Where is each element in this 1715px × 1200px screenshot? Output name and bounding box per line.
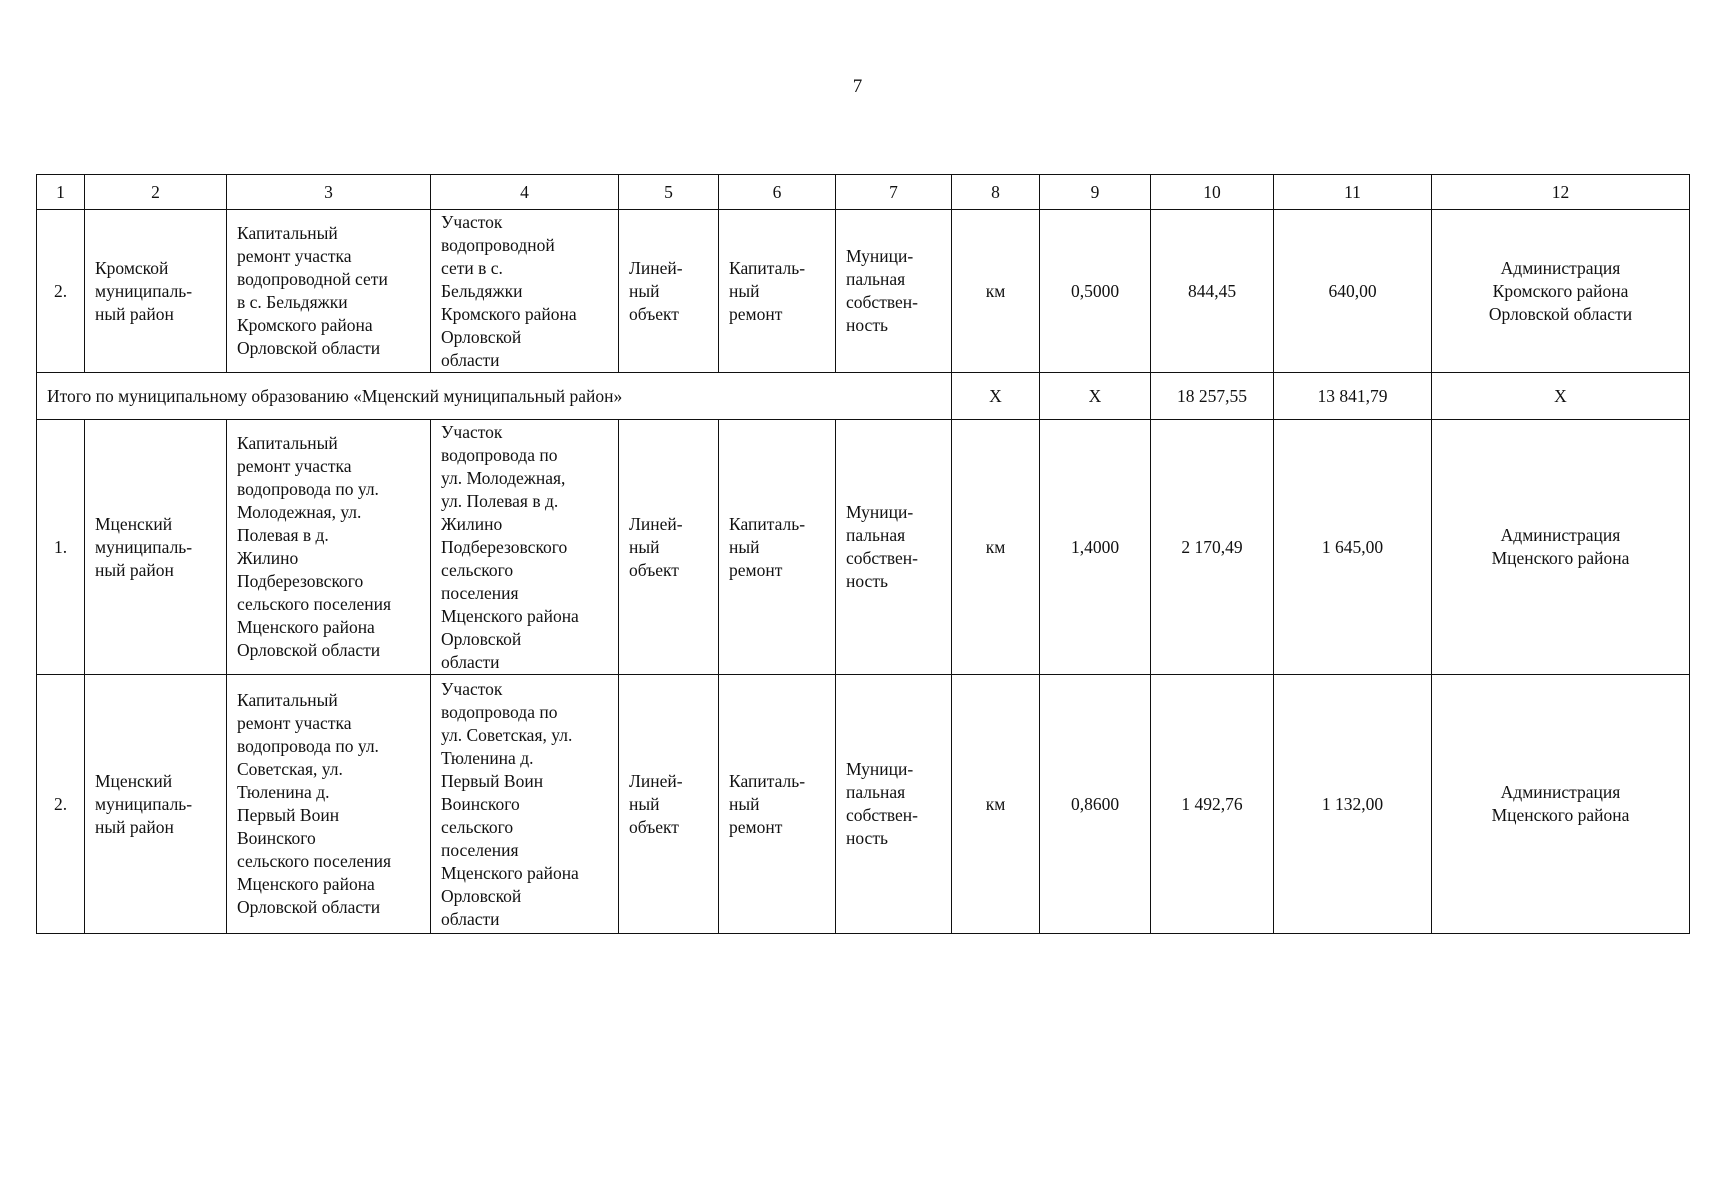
work-description-cell: Капитальный ремонт участка водопроводной сети в с. Бельдяжки Кромского района Орловской области (227, 210, 431, 373)
column-number: 10 (1151, 175, 1274, 210)
unit-cell: км (952, 675, 1040, 934)
work-description-cell: Капитальный ремонт участка водопровода по ул. Молодежная, ул. Полевая в д. Жилино Подберезовского сельского поселения Мценского района Орловской области (227, 420, 431, 675)
work-description-cell: Капитальный ремонт участка водопровода по ул. Советская, ул. Тюленина д. Первый Воин Воинского сельского поселения Мценского района Орловской области (227, 675, 431, 934)
column-number: 5 (619, 175, 719, 210)
cost-funded-cell: 1 132,00 (1274, 675, 1432, 934)
cost-total-cell: 18 257,55 (1151, 373, 1274, 420)
column-number: 6 (719, 175, 836, 210)
cost-total-cell: 1 492,76 (1151, 675, 1274, 934)
column-number: 8 (952, 175, 1040, 210)
cost-total-cell: 2 170,49 (1151, 420, 1274, 675)
ownership-cell: Муници- пальная собствен- ность (836, 420, 952, 675)
table-row (37, 210, 1690, 373)
row-number: 2. (37, 210, 85, 373)
cost-funded-cell: 1 645,00 (1274, 420, 1432, 675)
capacity-cell: 1,4000 (1040, 420, 1151, 675)
cost-funded-cell: 640,00 (1274, 210, 1432, 373)
total-row (37, 373, 1690, 420)
municipality-cell: Кромской муниципаль- ный район (85, 210, 227, 373)
work-type-cell: Капиталь- ный ремонт (719, 675, 836, 934)
registry-table (36, 174, 1690, 934)
ownership-cell: Муници- пальная собствен- ность (836, 210, 952, 373)
unit-cell: км (952, 420, 1040, 675)
cost-funded-cell: 13 841,79 (1274, 373, 1432, 420)
work-type-cell: Капиталь- ный ремонт (719, 420, 836, 675)
unit-cell: Х (952, 373, 1040, 420)
object-cell: Участок водопроводной сети в с. Бельдяжки Кромского района Орловской области (431, 210, 619, 373)
table-row (37, 420, 1690, 675)
customer-cell: Х (1432, 373, 1690, 420)
municipality-cell: Мценский муниципаль- ный район (85, 420, 227, 675)
capacity-cell: 0,5000 (1040, 210, 1151, 373)
object-cell: Участок водопровода по ул. Молодежная, ул. Полевая в д. Жилино Подберезовского сельского поселения Мценского района Орловской области (431, 420, 619, 675)
column-number: 11 (1274, 175, 1432, 210)
table-row (37, 675, 1690, 934)
column-number-row (37, 175, 1690, 210)
capacity-cell: Х (1040, 373, 1151, 420)
column-number: 9 (1040, 175, 1151, 210)
column-number: 1 (37, 175, 85, 210)
cost-total-cell: 844,45 (1151, 210, 1274, 373)
page-number: 7 (852, 76, 863, 97)
customer-cell: Администрация Кромского района Орловской области (1432, 210, 1690, 373)
column-number: 2 (85, 175, 227, 210)
column-number: 3 (227, 175, 431, 210)
object-type-cell: Линей- ный объект (619, 420, 719, 675)
customer-cell: Администрация Мценского района (1432, 420, 1690, 675)
column-number: 4 (431, 175, 619, 210)
object-type-cell: Линей- ный объект (619, 675, 719, 934)
row-number: 2. (37, 675, 85, 934)
total-label: Итого по муниципальному образованию «Мценский муниципальный район» (37, 373, 952, 420)
ownership-cell: Муници- пальная собствен- ность (836, 675, 952, 934)
row-number: 1. (37, 420, 85, 675)
column-number: 7 (836, 175, 952, 210)
object-cell: Участок водопровода по ул. Советская, ул. Тюленина д. Первый Воин Воинского сельского поселения Мценского района Орловской области (431, 675, 619, 934)
object-type-cell: Линей- ный объект (619, 210, 719, 373)
work-type-cell: Капиталь- ный ремонт (719, 210, 836, 373)
column-number: 12 (1432, 175, 1690, 210)
customer-cell: Администрация Мценского района (1432, 675, 1690, 934)
unit-cell: км (952, 210, 1040, 373)
municipality-cell: Мценский муниципаль- ный район (85, 675, 227, 934)
capacity-cell: 0,8600 (1040, 675, 1151, 934)
